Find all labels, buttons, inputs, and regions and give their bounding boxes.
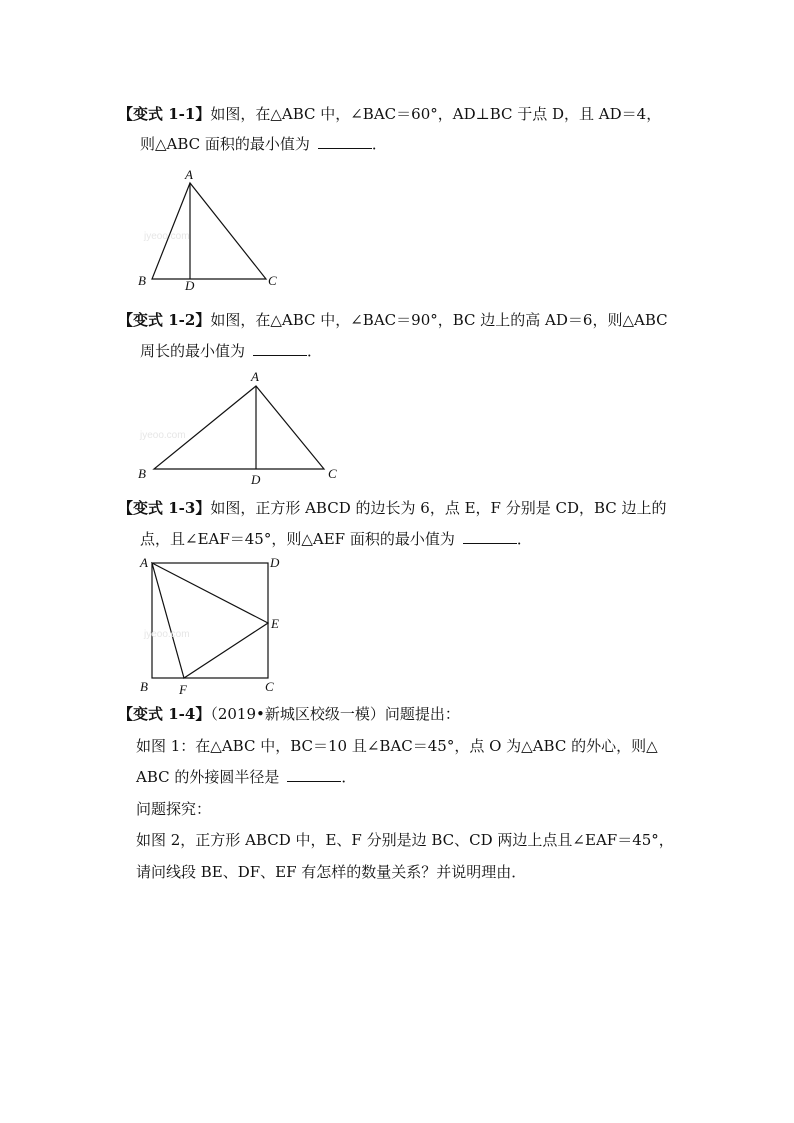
problem-1-4-line-1 — [118, 704, 460, 724]
period: ． — [516, 530, 532, 548]
problem-1-2-line-2 — [140, 341, 322, 361]
problem-1-4-line-5 — [136, 830, 674, 850]
problem-1-4-line-4 — [136, 799, 211, 819]
problem-1-4-text-6: 请问线段 BE、DF、EF 有怎样的数量关系？并说明理由． — [136, 863, 527, 881]
problem-1-1-label: 【变式 1-1】 — [118, 105, 211, 123]
problem-1-1-text-2: 则△ABC 面积的最小值为 — [140, 135, 310, 153]
label-e: E — [271, 616, 279, 631]
answer-blank — [318, 134, 372, 149]
problem-1-4-text-3: ABC 的外接圆半径是 — [136, 768, 280, 786]
triangle-aef — [152, 563, 268, 678]
problem-1-4-line-2 — [136, 736, 658, 756]
label-b: B — [138, 466, 146, 481]
problem-1-3-text-2: 点，且∠EAF＝45°，则△AEF 面积的最小值为 — [140, 530, 455, 548]
problem-1-4-label: 【变式 1-4】 — [118, 705, 211, 723]
problem-1-1-line-2 — [140, 134, 387, 154]
svg-text:jyeoo.com: jyeoo.com — [144, 629, 190, 640]
figure-1-2 — [130, 366, 350, 490]
period: ． — [371, 135, 387, 153]
label-b: B — [138, 273, 146, 288]
problem-1-2-text-1: 如图，在△ABC 中，∠BAC＝90°，BC 边上的高 AD＝6，则△ABC — [210, 311, 668, 329]
problem-1-3-label: 【变式 1-3】 — [118, 499, 211, 517]
answer-blank — [463, 529, 517, 544]
svg-text:jyeoo.com: jyeoo.com — [140, 430, 186, 441]
problem-1-4-line-3 — [136, 767, 356, 787]
label-d: D — [270, 555, 280, 570]
label-d: D — [185, 278, 195, 293]
label-c: C — [268, 273, 277, 288]
label-c: C — [328, 466, 337, 481]
problem-1-1-line-1 — [118, 104, 661, 124]
problem-1-4-text-4: 问题探究： — [136, 800, 212, 818]
period: ． — [307, 342, 323, 360]
label-a: A — [185, 167, 193, 182]
label-a: A — [140, 555, 148, 570]
problem-1-2-line-1 — [118, 310, 668, 330]
label-b: B — [140, 679, 148, 694]
label-f: F — [179, 682, 187, 697]
label-a: A — [251, 369, 259, 384]
problem-1-1-text-1: 如图，在△ABC 中，∠BAC＝60°，AD⊥BC 于点 D，且 AD＝4， — [210, 105, 662, 123]
problem-1-4-line-6 — [136, 862, 526, 882]
period: ． — [341, 768, 357, 786]
problem-1-3-line-1 — [118, 498, 667, 518]
label-c: C — [265, 679, 274, 694]
figure-1-3 — [130, 553, 300, 701]
problem-1-2-label: 【变式 1-2】 — [118, 311, 211, 329]
label-d: D — [251, 472, 261, 487]
problem-1-3-text-1: 如图，正方形 ABCD 的边长为 6，点 E，F 分别是 CD，BC 边上的 — [210, 499, 667, 517]
problem-1-4-text-2: 如图 1：在△ABC 中，BC＝10 且∠BAC＝45°，点 O 为△ABC 的外心，则△ — [136, 737, 658, 755]
triangle-abc — [154, 386, 324, 469]
problem-1-3-line-2 — [140, 529, 532, 549]
answer-blank — [287, 767, 341, 782]
problem-1-2-text-2: 周长的最小值为 — [140, 342, 246, 360]
problem-1-4-text-5: 如图 2，正方形 ABCD 中，E、F 分别是边 BC、CD 两边上点且∠EAF＝45°， — [136, 831, 674, 849]
figure-1-1 — [130, 165, 290, 295]
problem-1-4-text-1: （2019•新城区校级一模）问题提出： — [210, 705, 460, 723]
answer-blank — [253, 341, 307, 356]
svg-text:jyeoo.com: jyeoo.com — [144, 231, 190, 242]
